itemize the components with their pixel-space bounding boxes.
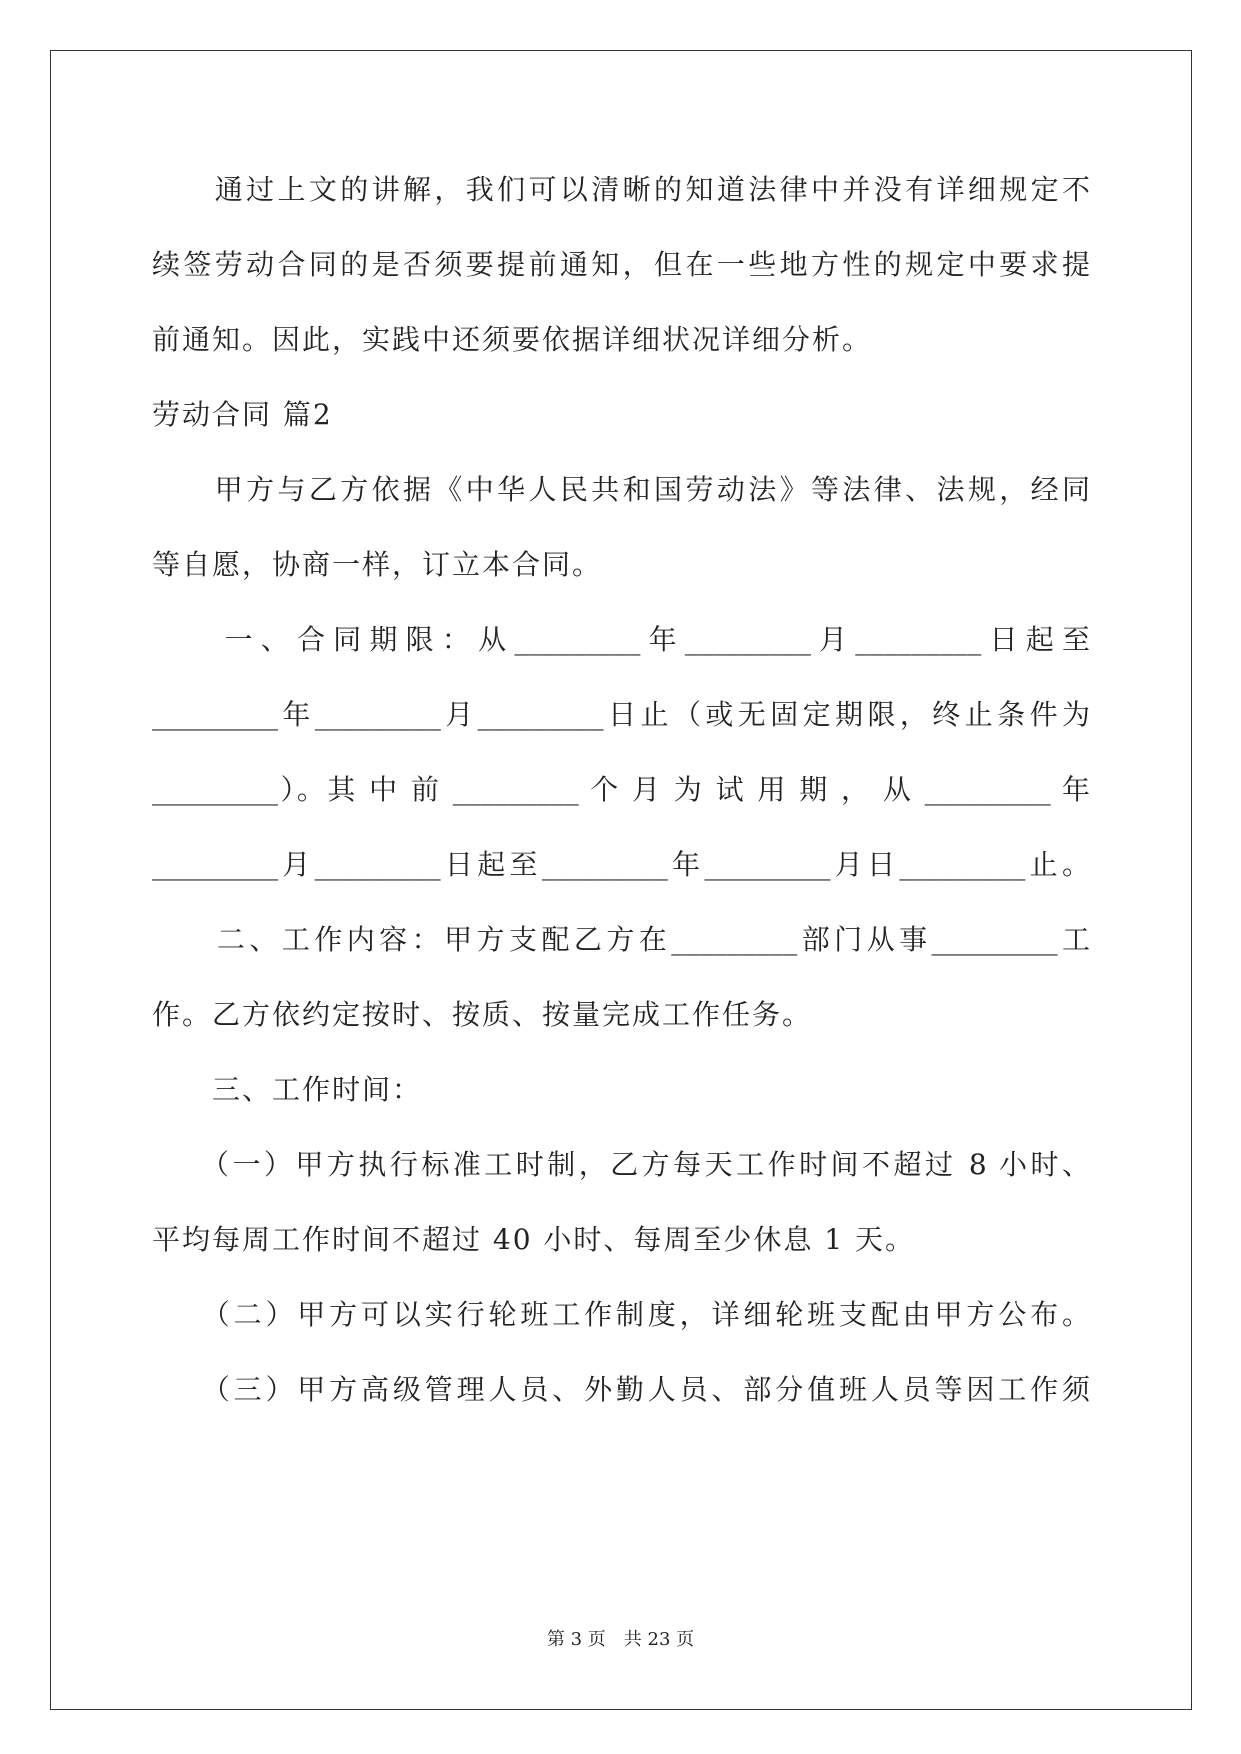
paragraph-line: 一、合同期限：从_________年_________月_________日起至 bbox=[152, 623, 1090, 656]
paragraph-line: 续签劳动合同的是否须要提前通知，但在一些地方性的规定中要求提 bbox=[152, 248, 1090, 281]
paragraph-line: _________月_________日起至_________年_________月日_________止。 bbox=[152, 848, 1090, 881]
page-number-footer: 第 3 页 共 23 页 bbox=[546, 1629, 695, 1650]
paragraph-line: 三、工作时间： bbox=[152, 1073, 423, 1106]
paragraph-line: _________年_________月_________日止（或无固定期限，终止条件为 bbox=[152, 698, 1090, 731]
paragraph-line: （三）甲方高级管理人员、外勤人员、部分值班人员等因工作须 bbox=[152, 1373, 1090, 1406]
paragraph-line: 前通知。因此，实践中还须要依据详细状况详细分析。 bbox=[152, 323, 873, 356]
paragraph-line: 二、工作内容：甲方支配乙方在_________部门从事_________工 bbox=[152, 923, 1090, 956]
paragraph-line: （一）甲方执行标准工时制，乙方每天工作时间不超过 8 小时、 bbox=[152, 1148, 1090, 1181]
paragraph-line: （二）甲方可以实行轮班工作制度，详细轮班支配由甲方公布。 bbox=[152, 1298, 1090, 1331]
section-heading: 劳动合同 篇2 bbox=[152, 398, 333, 431]
paragraph-line: 平均每周工作时间不超过 40 小时、每周至少休息 1 天。 bbox=[152, 1223, 916, 1256]
paragraph-line: 通过上文的讲解，我们可以清晰的知道法律中并没有详细规定不 bbox=[152, 173, 1090, 206]
paragraph-line: _________）。其 中 前 _________ 个 月 为 试 用 期 ， 从 _________ 年 bbox=[152, 773, 1090, 806]
paragraph-line: 作。乙方依约定按时、按质、按量完成工作任务。 bbox=[152, 998, 813, 1031]
paragraph-line: 等自愿，协商一样，订立本合同。 bbox=[152, 548, 603, 581]
paragraph-line: 甲方与乙方依据《中华人民共和国劳动法》等法律、法规，经同 bbox=[152, 473, 1090, 506]
